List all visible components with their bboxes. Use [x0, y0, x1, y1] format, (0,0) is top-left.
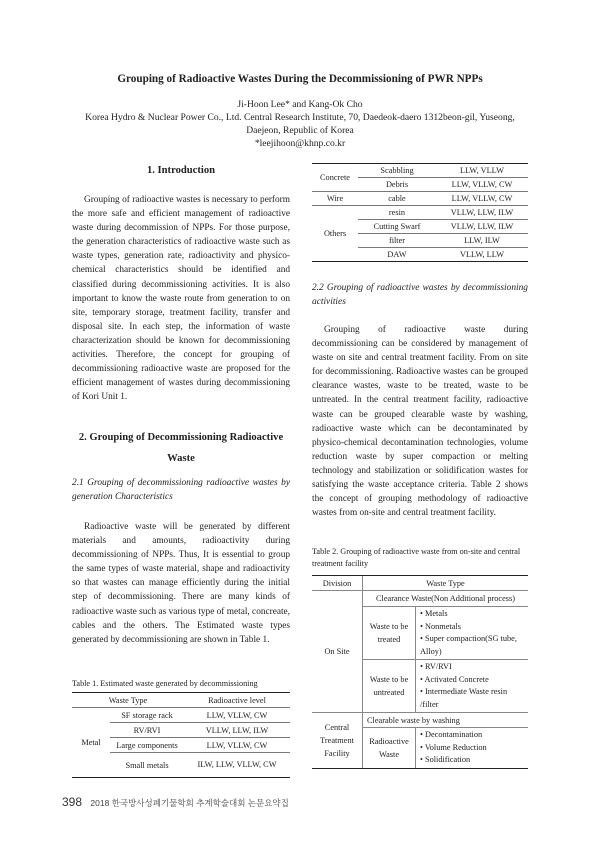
table-header-cell: Waste Type: [72, 693, 184, 708]
table-header-cell: Waste Type: [363, 576, 529, 591]
table-row: [312, 206, 528, 220]
page-number: 398: [62, 795, 83, 809]
table-1-metal: [72, 692, 290, 778]
table-cell: LLW, ILW: [436, 234, 528, 248]
table-cell: Clearance Waste(Non Additional process): [363, 591, 529, 607]
conference-name: 2018 한국방사성폐기물학회 추계학술대회 논문요약집: [90, 798, 289, 808]
list-item: • Decontamination: [420, 730, 483, 740]
division-cell: On Site: [312, 591, 363, 713]
table-cell: Large components: [110, 738, 184, 753]
table-cell: LLW, VLLW, CW: [184, 708, 290, 723]
subsection-2-1-heading: 2.1 Grouping of decommissioning radioactive wastes by generation Characteristics: [72, 478, 290, 503]
table-group-cell: Metal: [72, 708, 110, 778]
subsection-2-2-paragraph: Grouping of radioactive waste during decommissioning can be considered by management of waste on site and central treatment facility. From on site for decommissioning. Radioactive wastes can be grouped clearance wastes, waste to be treated, waste to be untreated. In the central treatment facility, radioactive waste can be grouped clearable waste by washing, radioactive waste which can be decontaminated by physico-chemical decontamination technologies, volume reduction waste by super compaction or melting technology and stabilization or solidification wastes for satisfying the waste acceptance criteria. Table 2 shows the concept of grouping methodology of radioactive wastes from on-site and central treatment facility.: [312, 325, 528, 519]
table-2-caption: Table 2. Grouping of radioactive waste from on-site and central treatment facility: [312, 547, 521, 568]
paper-title: Grouping of Radioactive Wastes During the Decommissioning of PWR NPPs: [117, 73, 483, 85]
table-1-continued: [312, 163, 528, 262]
table-bullet-cell: [416, 607, 529, 660]
list-item: • Metals: [420, 609, 448, 618]
table-row: [312, 713, 528, 728]
table-1-caption: Table 1. Estimated waste generated by decommissioning: [72, 679, 258, 688]
table-cell: LLW, VLLW: [436, 164, 528, 178]
affiliation-line-2: Daejeon, Republic of Korea: [246, 125, 354, 136]
list-item: • Super compaction(SG tube, Alloy): [420, 634, 517, 656]
table-header-row: [72, 693, 290, 708]
table-cell: SF storage rack: [110, 708, 184, 723]
table-row: [72, 708, 290, 723]
author-block: [0, 98, 600, 150]
author-email: *leejihoon@khnp.co.kr: [254, 138, 346, 149]
table-row: [312, 164, 528, 178]
list-item: • Nonmetals: [420, 621, 461, 631]
list-item: • RV/RVI: [420, 662, 452, 671]
table-cell: filter: [358, 234, 436, 248]
table-cell: LLW, VLLW, CW: [436, 178, 528, 192]
table-cell: cable: [358, 192, 436, 206]
section-2-heading-line-2: Waste: [167, 453, 195, 464]
table-group-cell: Wire: [312, 192, 358, 206]
table-cell: Debris: [358, 178, 436, 192]
table-cell: VLLW, LLW, ILW: [436, 206, 528, 220]
table-cell: DAW: [358, 248, 436, 262]
table-cell: LLW, VLLW, CW: [184, 738, 290, 753]
table-header-cell: Division: [312, 576, 363, 591]
affiliation-line-1: Korea Hydro & Nuclear Power Co., Ltd. Central Research Institute, 70, Daedeok-daero 1312beon-gil, Yuseong,: [85, 112, 515, 123]
list-item: • Solidification: [420, 755, 471, 765]
table-row: [312, 192, 528, 206]
table-cell: ILW, LLW, VLLW, CW: [184, 753, 290, 778]
table-cell: VLLW, LLW, ILW: [436, 220, 528, 234]
table-cell: RV/RVI: [110, 723, 184, 738]
subsection-2-1-paragraph: Radioactive waste will be generated by different materials and amounts, radioactivity during decommissioning of NPPs. Thus, It is essential to group the same types of waste material, shape and radioactivity so that wastes can manage efficiently during the initial step of decommissioning. There are many kinds of radioactive waste such as various type of metal, concreate, cables and the others. The Estimated waste types generated by decommissioning are shown in Table 1.: [72, 522, 290, 645]
list-item: • Activated Concrete: [420, 674, 489, 684]
author-names: Ji-Hoon Lee* and Kang-Ok Cho: [237, 99, 363, 110]
table-group-cell: Others: [312, 206, 358, 262]
section-2-heading: [72, 430, 290, 466]
table-cell: VLLW, LLW: [436, 248, 528, 262]
table-cell: Small metals: [110, 753, 184, 778]
subsection-2-1-body: [72, 520, 290, 647]
table-row: [312, 591, 528, 607]
page-footer: [62, 795, 289, 809]
table-header-row: [312, 576, 528, 591]
table-cell: Waste to be untreated: [363, 660, 416, 713]
table-cell: VLLW, LLW, ILW: [184, 723, 290, 738]
table-cell: Cutting Swarf: [358, 220, 436, 234]
section-2-heading-line-1: 2. Grouping of Decommissioning Radioactive: [78, 432, 284, 443]
table-group-cell: Concrete: [312, 164, 358, 192]
subsection-2-2-body: [312, 323, 528, 520]
division-cell: Central Treatment Facility: [312, 713, 363, 769]
table-bullet-cell: [416, 660, 529, 713]
subsection-2-2-heading: 2.2 Grouping of radioactive wastes by decommissioning activities: [312, 283, 528, 308]
table-2: [312, 575, 528, 769]
table-cell: Clearable waste by washing: [363, 713, 529, 728]
table-header-cell: Radioactive level: [184, 693, 290, 708]
table-bullet-cell: [416, 728, 529, 769]
table-cell: LLW, VLLW, CW: [436, 192, 528, 206]
table-cell: Scabbling: [358, 164, 436, 178]
section-1-heading: 1. Introduction: [146, 165, 216, 176]
table-cell: Waste to be treated: [363, 607, 416, 660]
list-item: • Volume Reduction: [420, 742, 487, 752]
table-cell: resin: [358, 206, 436, 220]
list-item: • Intermediate Waste resin /filter: [420, 687, 508, 709]
table-cell: Radioactive Waste: [363, 728, 416, 769]
intro-paragraph: Grouping of radioactive wastes is necessary to perform the more safe and efficient management of radioactive waste during decommission of NPPs. For those purpose, the generation characteristics of radioactive waste such as waste types, generation rate, radioactivity and physico-chemical characteristics should be identified and classified during decommissioning activities. It is also important to know the waste route from generation to on site, temporary storage, treatment facility, transfer and disposal site. In each step, the information of waste characterization should be known for decommissioning activities. Therefore, the concept for grouping of decommissioning radioactive waste are proposed for the efficient management of wastes during decommissioning of Kori Unit 1.: [72, 195, 290, 403]
section-1-body: [72, 193, 290, 404]
